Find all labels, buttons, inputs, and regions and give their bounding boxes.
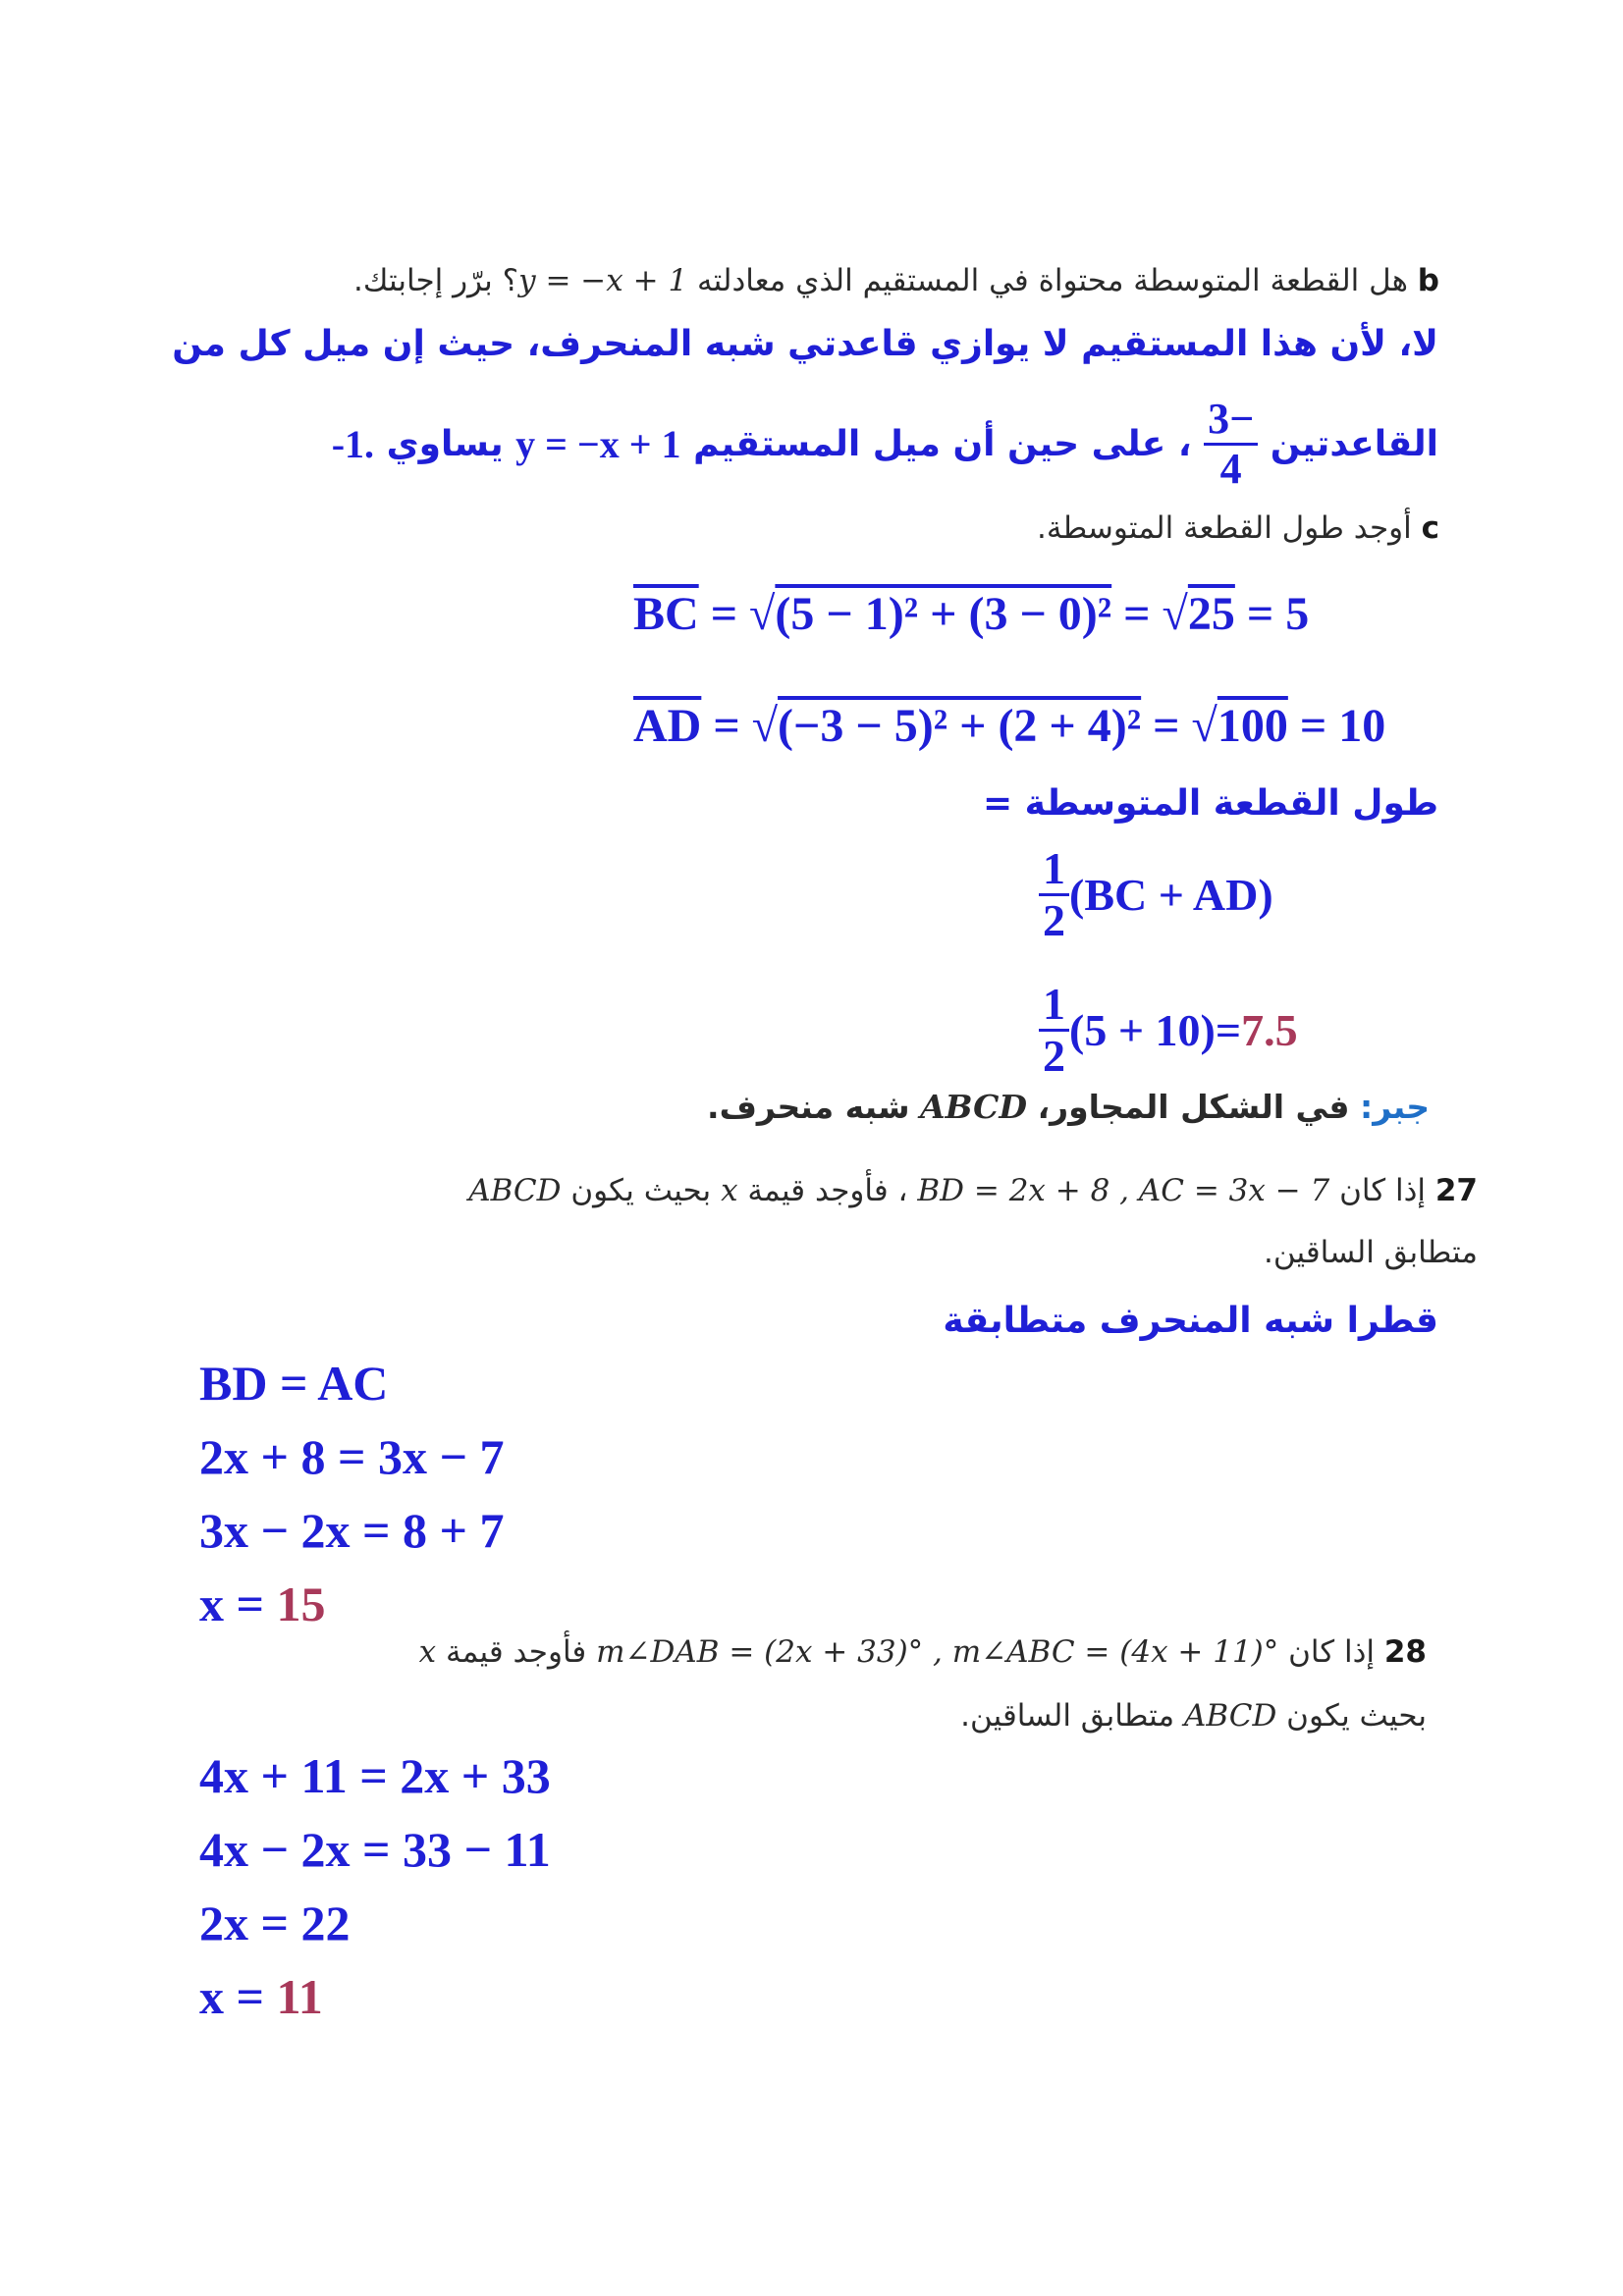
question-28-variable: x [418, 1634, 437, 1670]
median-calc-equals: = [1215, 1005, 1242, 1055]
part-b-question-end: ؟ برّر إجابتك. [353, 263, 519, 298]
answer-line-equation: y = −x + 1 [515, 421, 681, 466]
q28-final-value: 11 [276, 1969, 323, 2024]
question-28-figure-name: ABCD [1183, 1698, 1277, 1734]
question-28-number: 28 [1383, 1634, 1427, 1670]
q27-step-3: 3x − 2x = 8 + 7 [199, 1503, 505, 1558]
part-b-question-text: هل القطعة المتوسطة محتواة في المستقيم الذي معادلته [697, 263, 1408, 298]
question-28-text-b: فأوجد قيمة [445, 1634, 587, 1670]
algebra-section-header [707, 1088, 1430, 1126]
question-27-number: 27 [1434, 1173, 1478, 1208]
question-28-line2 [960, 1698, 1427, 1734]
answer-slope-value: -1. [331, 421, 375, 466]
half-fraction [1039, 843, 1069, 945]
q27-final-value: 15 [276, 1576, 326, 1631]
part-b-question [353, 263, 1439, 298]
bc-result: = 5 [1246, 588, 1310, 640]
sqrt-sign-icon: √ [751, 700, 779, 752]
question-27 [468, 1173, 1478, 1208]
algebra-section-text-b: شبه منحرف. [707, 1088, 910, 1126]
slope-denominator: 4 [1219, 444, 1242, 493]
part-c-question [1037, 510, 1439, 546]
q28-step-2: 4x − 2x = 33 − 11 [199, 1822, 551, 1877]
part-b-answer-line1: لا، لأن هذا المستقيم لا يوازي قاعدتي شبه المنحرف، حيث إن ميل كل من [172, 324, 1438, 364]
bc-segment-name: $\overline{BC}$ [633, 588, 699, 640]
answer-bases-word: القاعدتين [1270, 423, 1438, 464]
question-28-line2-b: متطابق الساقين. [960, 1698, 1175, 1734]
question-27-text-b: ، فأوجد قيمة [747, 1173, 908, 1208]
bc-radicand: (5 − 1)² + (3 − 0)² [775, 588, 1112, 640]
answer-equals-word: يساوي [386, 423, 504, 464]
question-27-equations: BD = 2x + 8 , AC = 3x − 7 [917, 1173, 1330, 1208]
half-numerator: 1 [1039, 982, 1069, 1032]
half-numerator: 1 [1039, 846, 1069, 896]
slope-numerator: −3 [1204, 398, 1258, 446]
question-27-text-c: بحيث يكون [570, 1173, 712, 1208]
half-fraction [1039, 979, 1069, 1081]
half-denominator: 2 [1043, 895, 1065, 945]
q27-final-lhs: x = [199, 1576, 264, 1631]
ad-result: = 10 [1299, 700, 1386, 752]
median-calculation [1039, 979, 1298, 1081]
question-27-variable: x [721, 1173, 738, 1208]
question-27-text-a: إذا كان [1339, 1173, 1426, 1208]
q27-final [199, 1575, 326, 1632]
answer-while-text: ، على حين أن ميل المستقيم [693, 423, 1192, 464]
ad-segment-name: $\overline{AD}$ [633, 700, 702, 752]
median-formula-terms: (BC + AD) [1069, 870, 1273, 920]
question-27-figure-name: ABCD [468, 1173, 562, 1208]
question-27-answer-statement: قطرا شبه المنحرف متطابقة [943, 1301, 1438, 1341]
sqrt-sign-icon: √ [749, 588, 776, 640]
q27-step-1: BD = AC [199, 1356, 389, 1411]
median-formula [1039, 843, 1273, 945]
q28-final-lhs: x = [199, 1969, 264, 2024]
question-27-line2: متطابق الساقين. [1264, 1235, 1478, 1270]
question-28-equations: m∠DAB = (2x + 33)° , m∠ABC = (4x + 11)° [596, 1634, 1279, 1670]
q27-step-2: 2x + 8 = 3x − 7 [199, 1429, 505, 1484]
part-b-label: b [1417, 263, 1439, 298]
ad-radicand: (−3 − 5)² + (2 + 4)² [778, 700, 1142, 752]
median-length-label: طول القطعة المتوسطة = [982, 783, 1438, 824]
question-28 [419, 1634, 1427, 1670]
part-c-question-text: أوجد طول القطعة المتوسطة. [1036, 510, 1412, 546]
bc-sqrt-value: 25 [1187, 588, 1235, 640]
part-c-label: c [1421, 510, 1439, 546]
algebra-section-text-a: في الشكل المجاور، [1037, 1088, 1350, 1126]
bc-length-equation: $\overline{BC} = √(5 - 1)^2 + (3 - 0)^2 = √25 = 5$ [633, 588, 1310, 640]
slope-fraction [1204, 394, 1258, 493]
part-b-answer-line2 [332, 385, 1438, 503]
question-28-line2-a: بحيث يكون [1286, 1698, 1427, 1734]
q28-final [199, 1968, 323, 2025]
median-result: 7.5 [1241, 1005, 1298, 1055]
q28-step-1: 4x + 11 = 2x + 33 [199, 1748, 551, 1803]
algebra-section-figure-name: ABCD [920, 1088, 1028, 1126]
ad-sqrt-value: 100 [1217, 700, 1288, 752]
q28-step-3: 2x = 22 [199, 1896, 351, 1950]
half-denominator: 2 [1043, 1031, 1065, 1081]
median-calculation-terms: (5 + 10) [1069, 1005, 1216, 1055]
part-b-question-equation: y = −x + 1 [518, 263, 688, 298]
question-28-text-a: إذا كان [1288, 1634, 1375, 1670]
ad-length-equation: $\overline{AD} = √(-3 - 5)^2 + (2 + 4)^2 = √100 = 10$ [633, 700, 1386, 752]
algebra-section-title: جبر: [1360, 1088, 1430, 1126]
